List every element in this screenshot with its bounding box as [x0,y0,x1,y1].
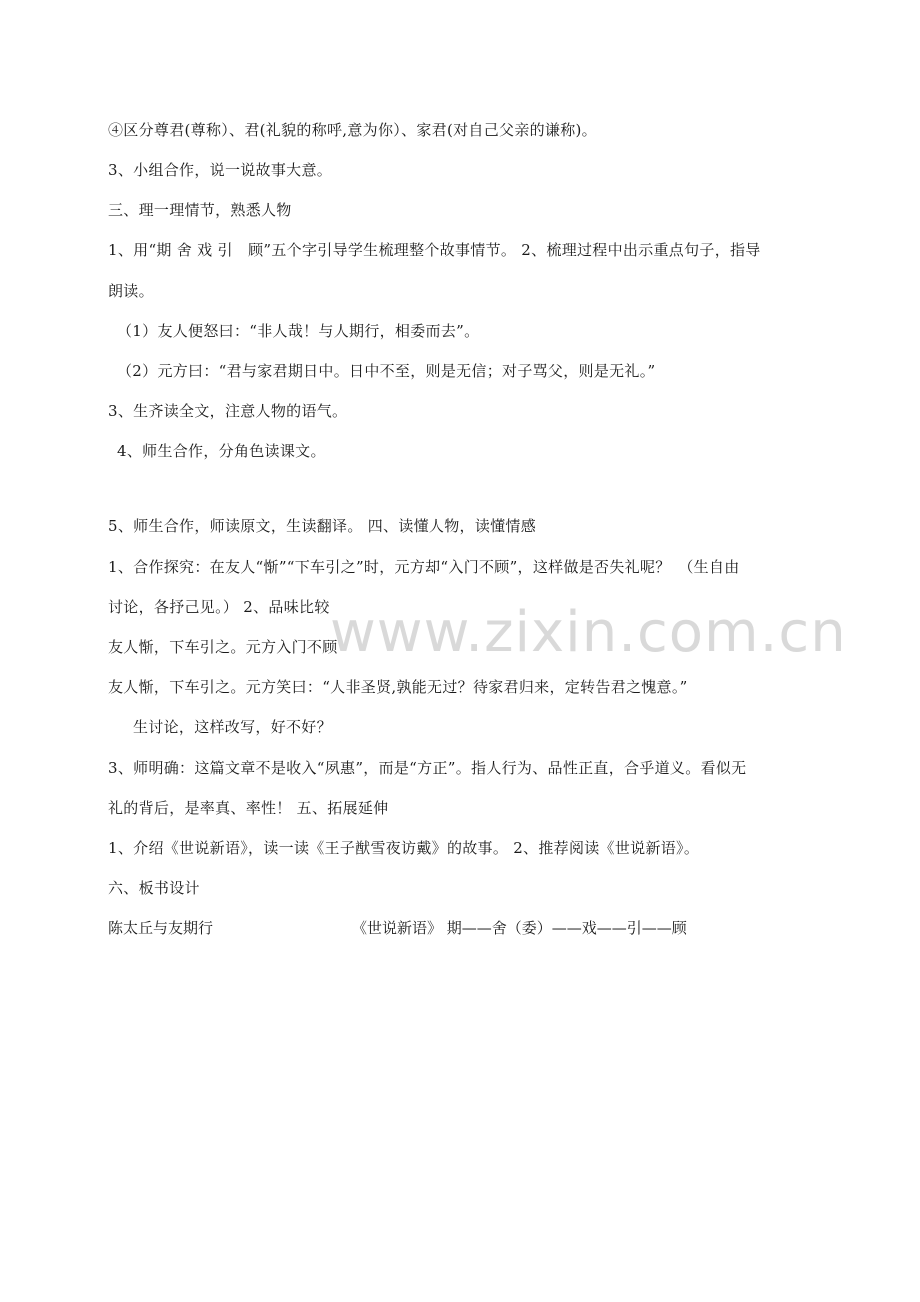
quote-line: （2）元方曰：“君与家君期日中。日中不至，则是无信；对子骂父，则是无礼。” [117,362,656,380]
text-line: 朗读。 [108,282,154,300]
text-line: 生讨论，这样改写，好不好？ [133,718,332,736]
text-line: 讨论，各抒己见。） 2、品味比较 [108,598,330,616]
text-line: 友人惭，下车引之。元方入门不顾 [108,638,338,656]
quote-line: （1）友人便怒曰：“非人哉！与人期行，相委而去”。 [117,322,480,340]
board-flow: 《世说新语》 期——舍（委）——戏——引——顾 [352,919,687,937]
text-line: 3、小组合作，说一说故事大意。 [108,161,333,179]
text-line: 4、师生合作，分角色读课文。 [117,442,326,460]
text-line: 1、用“期 舍 戏 引 顾”五个字引导学生梳理整个故事情节。 2、梳理过程中出示重点句子，指导 [108,241,761,259]
text-line: 1、介绍《世说新语》，读一读《王子猷雪夜访戴》的故事。 2、推荐阅读《世说新语》。 [108,839,700,857]
text-line: 友人惭，下车引之。元方笑曰：“人非圣贤,孰能无过？待家君归来，定转告君之愧意。” [108,678,688,696]
board-title: 陈太丘与友期行 [108,919,214,937]
text-line: 5、师生合作，师读原文，生读翻译。 四、读懂人物，读懂情感 [108,517,537,535]
section-heading: 三、理一理情节，熟悉人物 [108,201,292,219]
text-line: 1、合作探究：在友人“惭”“下车引之”时，元方却“入门不顾”，这样做是否失礼呢？ （生自由 [108,558,740,576]
text-line: 礼的背后，是率真、率性！ 五、拓展延伸 [108,799,389,817]
text-line: ④区分尊君(尊称）、君(礼貌的称呼,意为你）、家君(对自己父亲的谦称)。 [108,121,597,139]
watermark: www.zixin.com.cn [330,600,847,665]
text-line: 3、生齐读全文，注意人物的语气。 [108,402,348,420]
text-line: 3、师明确：这篇文章不是收入“夙惠”，而是“方正”。指人行为、品性正直，合乎道义。看似无 [108,759,747,777]
section-heading: 六、板书设计 [108,879,200,897]
